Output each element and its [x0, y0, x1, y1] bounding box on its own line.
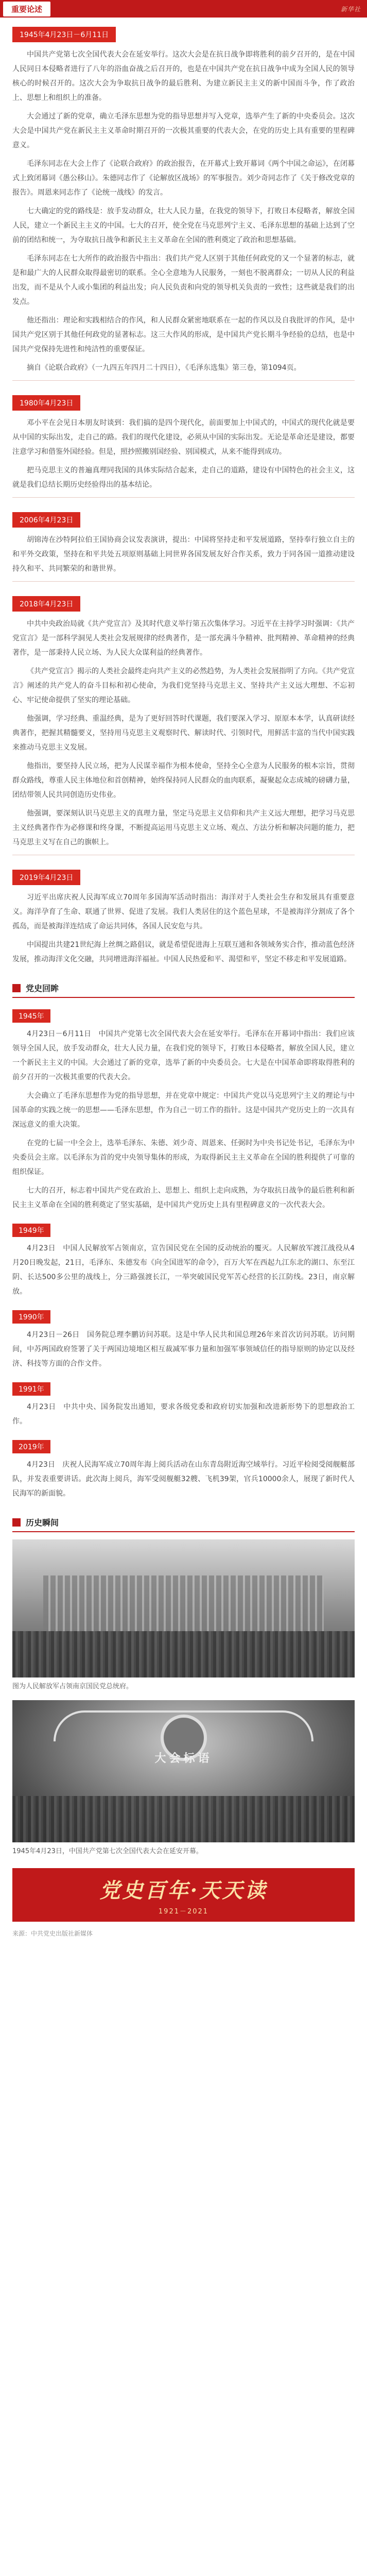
source-credit: 来源：中共党史出版社新媒体 [12, 1930, 93, 1937]
entry-2006 [0, 503, 367, 576]
section-title: 重要论述 [3, 2, 50, 16]
paragraph: 大会通过了新的党章，确立毛泽东思想为党的指导思想并写入党章，选举产生了新的中央委员会。这次大会是中国共产党在新民主主义革命时期召开的一次极其重要的代表大会，在党的历史上具有重要的里程碑意义。 [12, 112, 355, 149]
date-chip: 1980年4月23日 [12, 395, 80, 411]
paragraph: 他还指出：理论和实践相结合的作风，和人民群众紧密地联系在一起的作风以及自我批评的作风，是中国共产党区别于其他任何政党的显著标志。这三大作风的形成，是中国共产党长期斗争经验的总结，也是中国共产党保持先进性和纯洁性的重要保证。 [12, 316, 355, 353]
brand-logo: 新华社 [340, 6, 361, 13]
divider [12, 581, 355, 582]
entry-1980 [0, 386, 367, 492]
history-1991 [0, 1375, 367, 1429]
paragraph: 《共产党宣言》揭示的人类社会最终走向共产主义的必然趋势，为人类社会发展指明了方向。《共产党宣言》阐述的共产党人的奋斗目标和初心使命，为我们党坚持马克思主义、坚持共产主义远大理想、不忘初心、牢记使命提供了坚实的理论基础。 [12, 667, 355, 704]
date-chip: 1945年4月23日－6月11日 [12, 27, 116, 42]
paragraph: 中国共产党第七次全国代表大会在延安举行。这次大会是在抗日战争即将胜利的前夕召开的，是在中国人民同日本侵略者进行了八年的浴血奋战之后召开的，也是在中国共产党在抗日战争中成为全国人民的领导核心的时候召开的。这次大会为争取抗日战争的最后胜利、为建立新民主主义的新中国而斗争，作了政治上、思想上和组织上的准备。 [12, 50, 355, 102]
paragraph: 他强调，学习经典、重温经典，是为了更好回答时代课题，我们要深入学习、原原本本学，认真研读经典著作，把握其精髓要义，坚持用马克思主义观察时代、解读时代、引领时代，用鲜活丰富的当代中国实践来推动马克思主义发展。 [12, 715, 355, 752]
paragraph: 他指出，要坚持人民立场，把为人民谋幸福作为根本使命，坚持全心全意为人民服务的根本宗旨，贯彻群众路线，尊重人民主体地位和首创精神，始终保持同人民群众的血肉联系，凝聚起众志成城的磅礴力量，团结带领人民共同创造历史伟业。 [12, 762, 355, 799]
history-1990 [0, 1303, 367, 1371]
crowd [12, 1796, 355, 1842]
photo-title: 历史瞬间 [26, 1518, 59, 1528]
paragraph: 毛泽东同志在七大所作的政治报告中指出：我们共产党人区别于其他任何政党的又一个显著的标志，就是和最广大的人民群众取得最密切的联系。全心全意地为人民服务，一刻也不脱离群众；一切从人民的利益出发，而不是从个人或小集团的利益出发；向人民负责和向党的领导机关负责的一致性；这些就是我们的出发点。 [12, 255, 355, 306]
year-chip: 1991年 [12, 1382, 50, 1396]
year-chip: 2019年 [12, 1440, 50, 1453]
date-chip: 2006年4月23日 [12, 512, 80, 528]
divider [12, 497, 355, 498]
footer-title: 党史百年·天天读 [99, 1878, 268, 1903]
year-chip: 1990年 [12, 1310, 50, 1324]
square-icon [12, 1518, 21, 1527]
paragraph: 4月23日－6月11日 中国共产党第七次全国代表大会在延安举行。毛泽东在开幕词中指出：我们应该领导全国人民，放手发动群众，壮大人民力量，在我们党的领导下，打败日本侵略者，解放全国人民，建立一个新民主主义的中国。大会通过了新的党章，选举了新的中央委员会。七大是在中国革命即将取得胜利的前夕召开的一次极其重要的代表大会。 [12, 1030, 355, 1081]
date-chip: 2018年4月23日 [12, 596, 80, 612]
paragraph: 中国提出共建21世纪海上丝绸之路倡议，就是希望促进海上互联互通和各领域务实合作，推动蓝色经济发展，推动海洋文化交融，共同增进海洋福祉。中国人民热爱和平、渴望和平，坚定不移走和平发展道路。 [12, 941, 355, 963]
square-icon [12, 984, 21, 992]
divider [12, 380, 355, 381]
entry-2018 [0, 587, 367, 850]
year-chip: 1949年 [12, 1224, 50, 1237]
footer-years: 1921－2021 [158, 1908, 209, 1916]
paragraph: 在党的七届一中全会上，选举毛泽东、朱德、刘少奇、周恩来、任弼时为中央书记处书记，毛泽东为中央委员会主席。以毛泽东为首的党中央领导集体的形成，为取得新民主主义革命在全国的胜利提供了可靠的组织保证。 [12, 1139, 355, 1176]
year-chip: 1945年 [12, 1009, 50, 1023]
entry-2019 [0, 860, 367, 967]
paragraph: 4月23日 庆祝人民海军成立70周年海上阅兵活动在山东青岛附近海空域举行。习近平检阅受阅舰艇部队，并发表重要讲话。此次海上阅兵，海军受阅舰艇32艘、飞机39架，官兵10000余人，展现了新时代人民海军的新面貌。 [12, 1461, 355, 1498]
history-1945 [0, 1002, 367, 1212]
historic-photo [12, 1539, 355, 1677]
entry-1945 [0, 18, 367, 375]
history-title: 党史回眸 [26, 984, 59, 993]
footer-banner [12, 1868, 355, 1922]
building-facade [43, 1575, 324, 1632]
history-header [12, 982, 355, 998]
paragraph: 4月23日 中国人民解放军占领南京，宣告国民党在全国的反动统治的覆灭。人民解放军渡江战役从4月20日晚发起，21日，毛泽东、朱德发布《向全国进军的命令》，百万大军在西起九江东北的湖口、东至江阴、长达500多公里的战线上，分三路强渡长江，一举突破国民党军苦心经营的长江防线。23日，南京解放。 [12, 1244, 355, 1296]
paragraph: 胡锦涛在沙特阿拉伯王国协商会议发表演讲，提出：中国将坚持走和平发展道路，坚持奉行独立自主的和平外交政策，坚持在和平共处五项原则基础上同世界各国发展友好合作关系，致力于同各国一道推动建设持久和平、共同繁荣的和谐世界。 [12, 536, 355, 573]
paragraph: 七大确定的党的路线是：放手发动群众，壮大人民力量，在我党的领导下，打败日本侵略者，解放全国人民，建立一个新民主主义的中国。七大的召开，使全党在马克思列宁主义、毛泽东思想的基础上达到了空前的团结和统一，为夺取抗日战争和新民主主义革命在全国的胜利奠定了政治和思想基础。 [12, 207, 355, 244]
history-2019 [0, 1433, 367, 1501]
quote-source: 摘自《论联合政府》（一九四五年四月二十四日），《毛泽东选集》第三卷，第1094页。 [27, 364, 301, 372]
history-1949 [0, 1216, 367, 1299]
paragraph: 毛泽东同志在大会上作了《论联合政府》的政治报告，在开幕式上致开幕词《两个中国之命运》，在闭幕式上致闭幕词《愚公移山》。朱德同志作了《论解放区战场》的军事报告。刘少奇同志作了《关于修改党章的报告》。周恩来同志作了《论统一战线》的发言。 [12, 160, 355, 197]
crowd [12, 1631, 355, 1677]
paragraph: 4月23日 中共中央、国务院发出通知，要求各级党委和政府切实加强和改进新形势下的思想政治工作。 [12, 1403, 355, 1426]
photo-header [12, 1516, 355, 1532]
paragraph: 把马克思主义的普遍真理同我国的具体实际结合起来，走自己的道路，建设有中国特色的社会主义，这就是我们总结长期历史经验得出的基本结论。 [12, 466, 355, 489]
paragraph: 大会确立了毛泽东思想作为党的指导思想，并在党章中规定：中国共产党以马克思列宁主义的理论与中国革命的实践之统一的思想——毛泽东思想，作为自己一切工作的指针。这是中国共产党历史上的一次具有深远意义的重大决策。 [12, 1092, 355, 1129]
hall-banner: 大会标语 [154, 1752, 213, 1765]
paragraph: 中共中央政治局就《共产党宣言》及其时代意义举行第五次集体学习。习近平在主持学习时强调：《共产党宣言》是一部科学洞见人类社会发展规律的经典著作，是一部充满斗争精神、批判精神、革命精神的经典著作，是一部秉持人民立场、为人民大众谋利益的经典著作。 [12, 620, 355, 657]
paragraph: 习近平出席庆祝人民海军成立70周年多国海军活动时指出：海洋对于人类社会生存和发展具有重要意义。海洋孕育了生命、联通了世界、促进了发展。我们人类居住的这个蓝色星球，不是被海洋分割成了各个孤岛，而是被海洋连结成了命运共同体，各国人民安危与共。 [12, 893, 355, 930]
date-chip: 2019年4月23日 [12, 870, 80, 885]
photo-caption: 1945年4月23日，中国共产党第七次全国代表大会在延安开幕。 [12, 1848, 203, 1855]
paragraph: 他强调，要深刻认识马克思主义的真理力量，坚定马克思主义信仰和共产主义远大理想，把学习马克思主义经典著作作为必修课和终身课，不断提高运用马克思主义立场、观点、方法分析和解决问题的能力，把马克思主义写在自己的旗帜上。 [12, 809, 355, 846]
top-banner [0, 0, 367, 18]
paragraph: 4月23日－26日 国务院总理李鹏访问苏联。这是中华人民共和国总理26年来首次访问苏联。访问期间，中苏两国政府签署了关于两国边境地区相互裁减军事力量和加强军事领域信任的指导原则的协定以及经济、科技等方面的合作文件。 [12, 1331, 355, 1368]
paragraph: 邓小平在会见日本朋友时谈到：我们搞的是四个现代化，前面要加上中国式的，中国式的现代化就是要从中国的实际出发，走自己的路。我们的现代化建设，必须从中国的实际出发。无论是革命还是建设，都要注意学习和借鉴外国经验。但是，照抄照搬别国经验、别国模式，从来不能得到成功。 [12, 419, 355, 456]
paragraph: 七大的召开，标志着中国共产党在政治上、思想上、组织上走向成熟，为夺取抗日战争的最后胜利和新民主主义革命在全国的胜利奠定了坚实基础，是中国共产党历史上具有里程碑意义的一次代表大会。 [12, 1187, 355, 1209]
photo-caption: 图为人民解放军占领南京国民党总统府。 [12, 1683, 133, 1690]
historic-photo [12, 1700, 355, 1842]
